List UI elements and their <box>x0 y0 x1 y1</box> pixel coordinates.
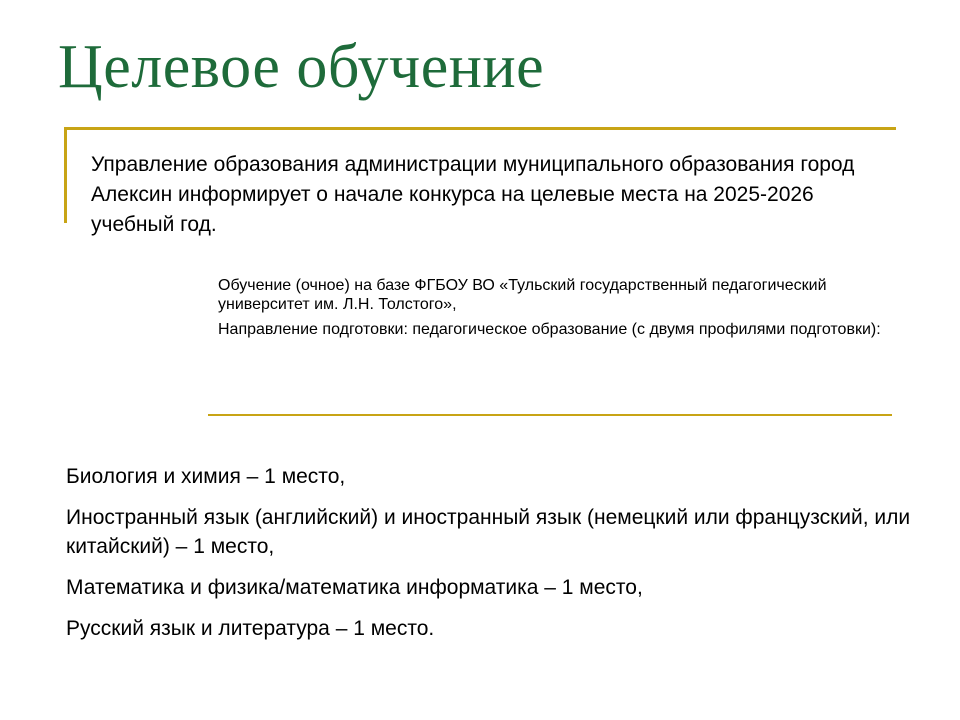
places-item: Математика и физика/математика информатика – 1 место, <box>66 576 643 599</box>
details-line: Направление подготовки: педагогическое образование (с двумя профилями подготовки): <box>218 321 881 338</box>
places-item: Русский язык и литература – 1 место. <box>66 617 435 640</box>
details-block <box>218 276 888 345</box>
details-line: Обучение (очное) на базе ФГБОУ ВО «Тульский государственный педагогический университет им. Л.Н. Толстого», <box>218 277 827 313</box>
intro-paragraph: Управление образования администрации муниципального образования город Алексин информирует о начале конкурса на целевые места на 2025-2026 учебный год. <box>91 153 855 236</box>
places-item: Биология и химия – 1 место, <box>66 465 346 488</box>
places-item: Иностранный язык (английский) и иностранный язык (немецкий или французский, или китайский) – 1 место, <box>66 506 911 558</box>
top-accent-rule <box>64 127 896 130</box>
middle-accent-rule <box>208 414 892 416</box>
slide-title: Целевое обучение <box>58 33 545 101</box>
places-list <box>66 462 926 655</box>
left-accent-rule <box>64 127 67 223</box>
